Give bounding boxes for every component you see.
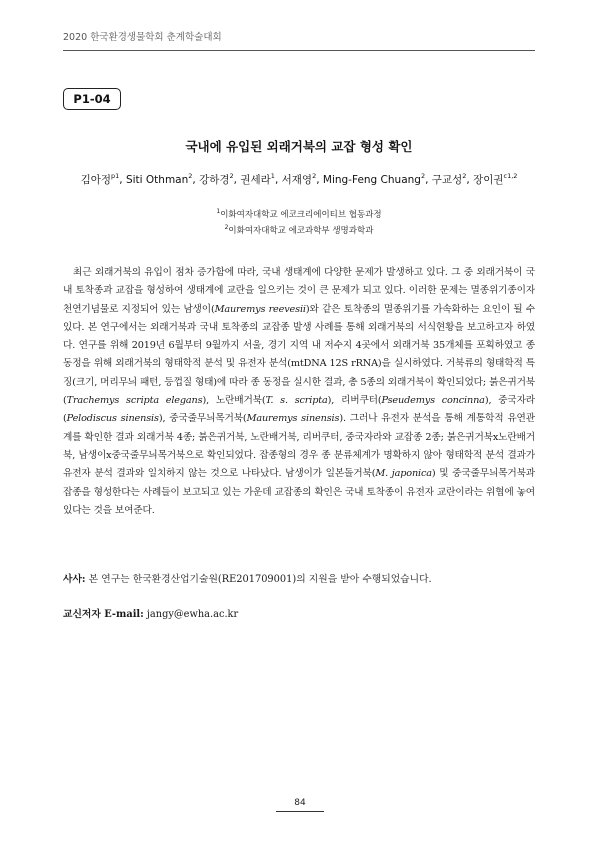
abstract-body [63,264,535,520]
author: 구교성$^2$ [431,172,467,186]
abstract-paragraph: 최근 외래거북의 유입이 점차 증가함에 따라, 국내 생태계에 다양한 문제가 발생하고 있다. 그 중 외래거북이 국내 토착종과 교잡을 형성하여 생태계에 교란을 일으키는 것이 큰 문제가 되고 있다. 이러한 문제는 멸종위기종이자 천연기념물로 지정되어 있는 남생이(Mauremys reevesii)와 같은 토착종의 멸종위기를 가속화하는 요인이 될 수 있다. 본 연구에서는 외래거북과 국내 토착종의 교잡종 발생 사례를 통해 외래거북의 서식현황을 보고하고자 하였다. 연구를 위해 2019년 6월부터 9월까지 서울, 경기 지역 내 저수지 4곳에서 외래거북 35개체를 포획하였고 종 동정을 위해 외래거북의 형태학적 분석 및 유전자 분석(mtDNA 12S rRNA)을 실시하였다. 거북류의 형태학적 특징(크기, 머리무늬 패턴, 등껍질 형태)에 따라 종 동정을 실시한 결과, 총 5종의 외래거북이 확인되었다; 붉은귀거북(Trachemys scripta elegans), 노란배거북(T. s. scripta), 리버쿠터(Pseudemys concinna), 중국자라(Pelodiscus sinensis), 중국줄무늬목거북(Mauremys sinensis). 그러나 유전자 분석을 통해 계통학적 유연관계를 확인한 결과 외래거북 4종; 붉은귀거북, 노란배거북, 리버쿠터, 중국자라와 교잡종 2종; 붉은귀거북x노란배거북, 남생이x중국줄무늬목거북으로 확인되었다. 잡종형의 경우 종 분류체계가 명확하지 않아 형태학적 분석 결과가 유전자 분석 결과와 일치하지 않는 것으로 나타났다. 남생이가 일본돌거북(M. japonica) 및 중국줄무늬목거북과 잡종을 형성한다는 사례들이 보고되고 있는 가운데 교잡종의 확인은 국내 토착종이 유전자 교란이라는 위협에 놓여있다는 것을 보여준다. [63,267,536,516]
contact-email[interactable]: jangy@ewha.ac.kr [143,609,239,620]
author: 강하경$^2$ [199,172,234,186]
header-text: 2020 한국환경생물학회 춘계학술대회 [63,32,222,43]
corresponding-author [63,606,535,620]
author: 권세라$^1$ [240,172,275,186]
author: 서재영$^2$ [281,172,317,186]
author: 김아정$^{p1}$ [80,172,120,186]
acknowledgement-label: 사사: [63,574,86,585]
affiliation: $^2$이화여자대학교 에코과학부 생명과학과 [224,224,374,236]
poster-id-badge [63,88,121,110]
poster-id-label: P1-04 [73,92,111,106]
author-list: 김아정$^{p1}$, Siti Othman$^2$, 강하경$^2$, 권세라$^1$, 서재영$^2$, Ming-Feng Chuang$^2$, 구교성$^2$, 장이권$^{c1,2}$ [80,172,518,186]
affiliation: $^1$이화여자대학교 에코크리에이티브 협동과정 [216,208,382,220]
acknowledgement-text: 본 연구는 한국환경산업기술원(RE201709001)의 지원을 받아 수행되었습니다. [85,574,432,585]
contact-label: 교신저자 E-mail: [63,609,144,620]
page-number: 84 [276,798,324,812]
acknowledgement [63,571,535,585]
author: Siti Othman$^2$ [125,172,193,186]
author: 장이권$^{c1,2}$ [473,172,518,186]
running-header [63,29,535,51]
author: Ming-Feng Chuang$^2$ [322,172,426,186]
paper-title: 국내에 유입된 외래거북의 교잡 형성 확인 [185,139,413,154]
